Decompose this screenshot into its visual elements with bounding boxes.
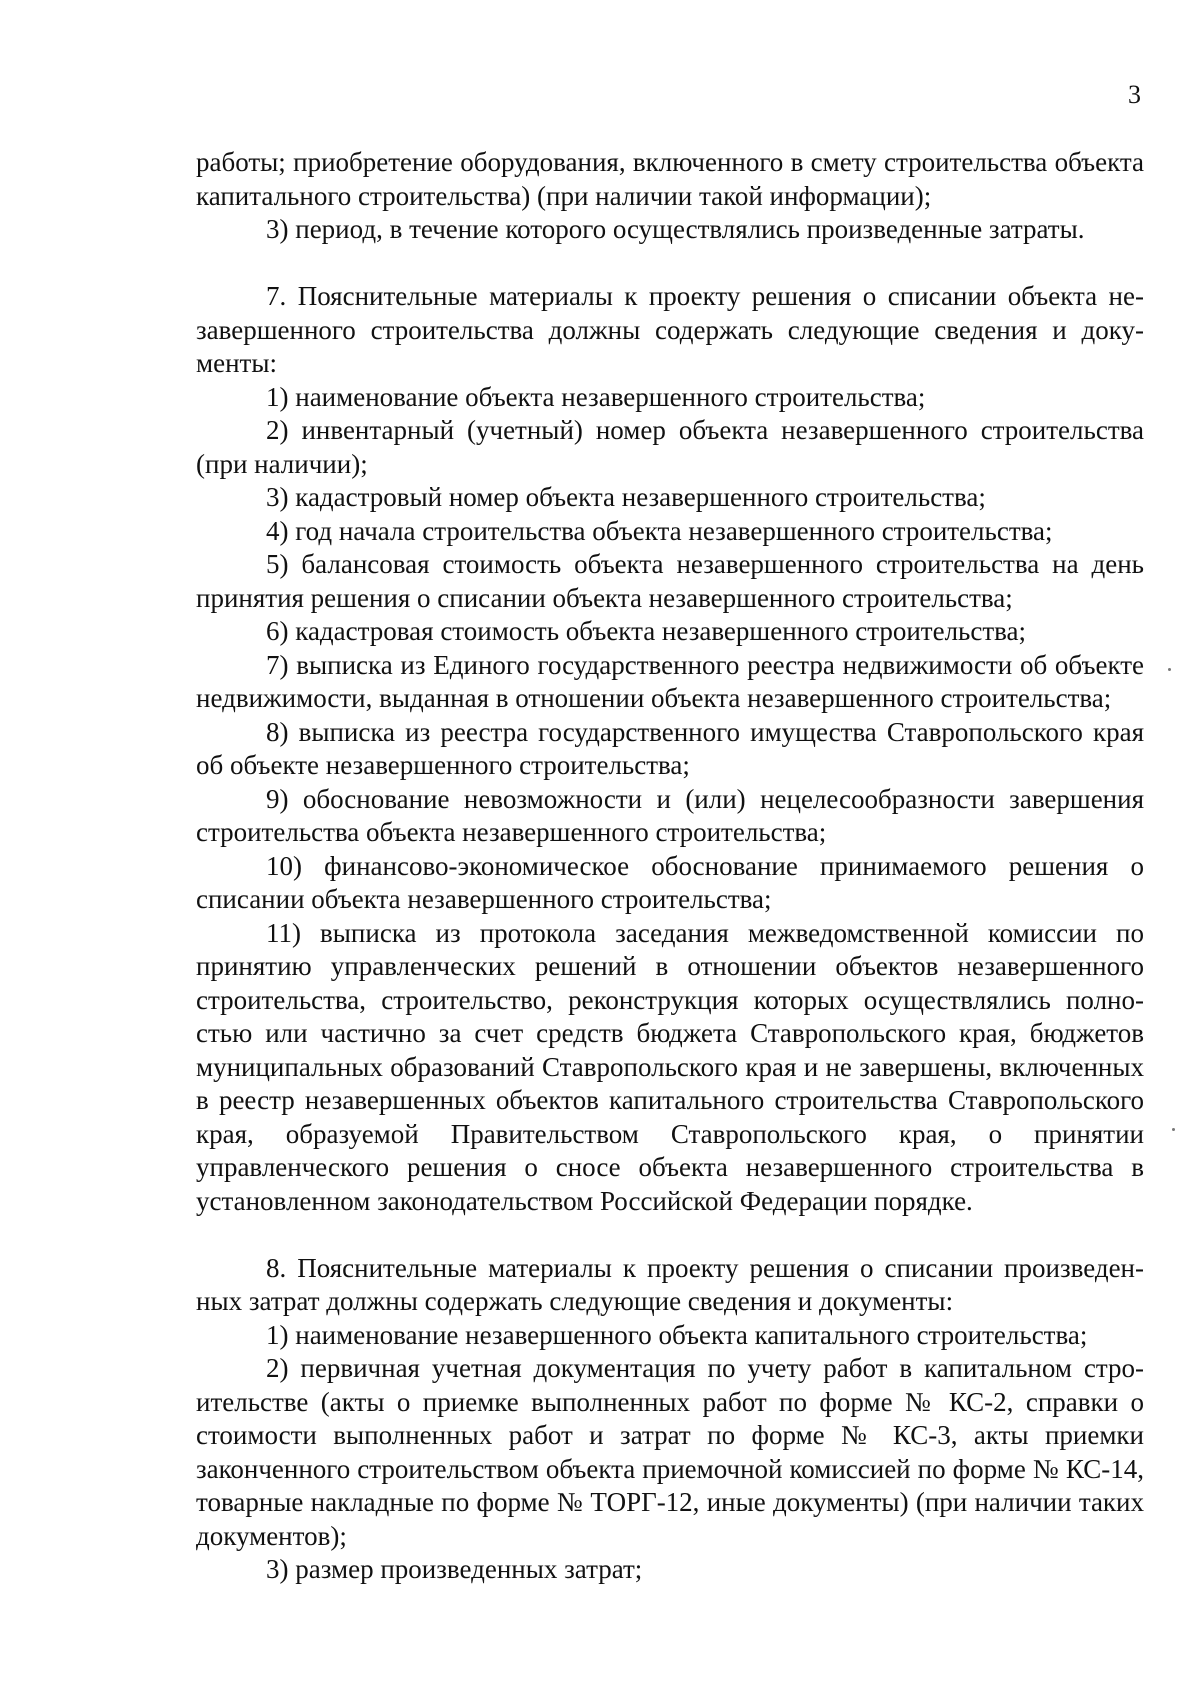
list-item-3-period: 3) период, в течение которого осуществлялись произведенные затраты. [266, 214, 1085, 244]
section-8-item-1: 1) наименование незавершенного объекта капитального строительства; [266, 1319, 1088, 1350]
section-8-heading: 8. Пояснительные материалы к проекту решения о списании произведенных затрат должны содержать следующие сведения и документы: [196, 1252, 1144, 1316]
scan-speck [1172, 1128, 1175, 1131]
section-7-item-8: 8) выписка из реестра государственного имущества Ставропольского края об объекте незавершенного строительства; [196, 716, 1144, 780]
page-number: 3 [1128, 80, 1141, 109]
section-7-item-4: 4) год начала строительства объекта незавершенного строительства; [266, 515, 1053, 546]
section-7-item-7: 7) выписка из Единого государственного реестра недвижимости об объекте недвижимости, выданная в отношении объекта незавершенного строительства; [196, 649, 1144, 713]
section-8-item-2: 2) первичная учетная документация по учету работ в капитальном строительстве (акты о приемке выполненных работ по форме № КС-2, справки о стоимости выполненных работ и затрат по форме № КС-3, акты приемки законченного строительством объекта приемочной комиссией по форме № КС-14, товарные накладные по форме № ТОРГ-12, иные документы) (при наличии таких документов); [196, 1353, 1144, 1551]
section-7-item-9: 9) обоснование невозможности и (или) нецелесообразности завершения строительства объекта незавершенного строительства; [196, 783, 1144, 847]
section-7-heading: 7. Пояснительные материалы к проекту решения о списании объекта незавершенного строительства должны содержать следующие сведения и документы: [196, 281, 1144, 378]
section-7-item-11: 11) выписка из протокола заседания межведомственной комиссии по принятию управленческих решений в отношении объектов незавершенного строительства, строительство, реконструкция которых осуществлялись полностью или частично за счет средств бюджета Ставропольского края, бюджетов муниципальных образований Ставропольского края и не завершены, включенных в реестр незавершенных объектов капитального строительства Ставропольского края, образуемой Правительством Ставропольского края, о принятии управленческого решения о сносе объекта незавершенного строительства в установленном законодательством Российской Федерации порядке. [196, 917, 1144, 1216]
section-7-item-5: 5) балансовая стоимость объекта незавершенного строительства на день принятия решения о списании объекта незавершенного строительства; [196, 549, 1144, 613]
section-8-item-3: 3) размер произведенных затрат; [266, 1554, 643, 1584]
section-7-item-2: 2) инвентарный (учетный) номер объекта незавершенного строительства (при наличии); [196, 415, 1144, 479]
section-7-item-6: 6) кадастровая стоимость объекта незавершенного строительства; [266, 616, 1027, 646]
section-7-item-10: 10) финансово-экономическое обоснование принимаемого решения о списании объекта незавершенного строительства; [196, 850, 1144, 914]
section-7-item-1: 1) наименование объекта незавершенного строительства; [266, 381, 926, 412]
document-body [196, 146, 1144, 1587]
paragraph-continuation: работы; приобретение оборудования, включенного в смету строительства объекта капитального строительства) (при наличии такой информации); [196, 147, 1144, 211]
section-7-item-3: 3) кадастровый номер объекта незавершенного строительства; [266, 482, 986, 512]
scan-speck [1168, 668, 1171, 671]
